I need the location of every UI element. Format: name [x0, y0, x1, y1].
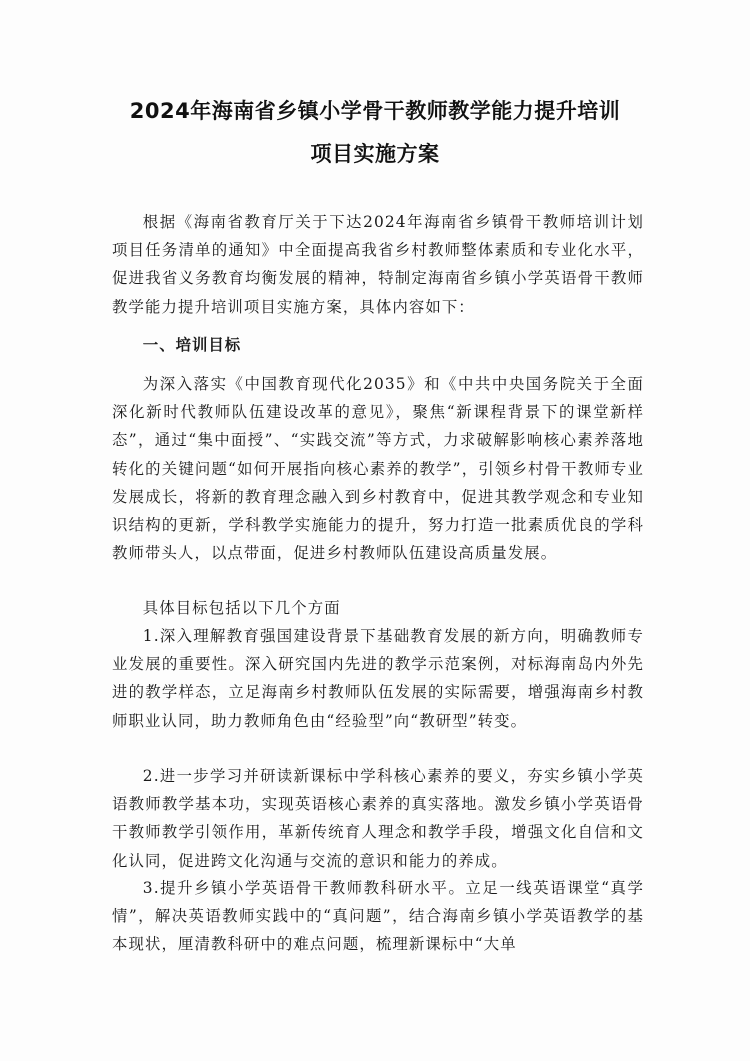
- document-title-line-1: 2024年海南省乡镇小学骨干教师教学能力提升培训: [129, 99, 621, 123]
- goal-item-3: 3.提升乡镇小学英语骨干教师教科研水平。立足一线英语课堂“真学情”，解决英语教师实践中的“真问题”，结合海南乡镇小学英语教学的基本现状，厘清教科研中的难点问题，梳理新课标中“大单: [112, 879, 644, 954]
- document-title-line-2: 项目实施方案: [310, 142, 440, 166]
- goal-item-2: 2.进一步学习并研读新课标中学科核心素养的要义，夯实乡镇小学英语教师教学基本功，实现英语核心素养的真实落地。激发乡镇小学英语骨干教师教学引领作用，革新传统育人理念和教学手段，增强文化自信和文化认同，促进跨文化沟通与交流的意识和能力的养成。: [112, 767, 644, 870]
- section1-paragraph: 为深入落实《中国教育现代化2035》和《中共中央国务院关于全面深化新时代教师队伍建设改革的意见》，聚焦“新课程背景下的课堂新样态”，通过“集中面授”、“实践交流”等方式，力求破解影响核心素养落地转化的关键问题“如何开展指向核心素养的教学”，引领乡村骨干教师专业发展成长，将新的教育理念融入到乡村教育中，促进其教学观念和专业知识结构的更新，学科教学实施能力的提升，努力打造一批素质优良的学科教师带头人，以点带面，促进乡村教师队伍建设高质量发展。: [112, 375, 644, 563]
- goal-item-1: 1.深入理解教育强国建设背景下基础教育发展的新方向，明确教师专业发展的重要性。深入研究国内先进的教学示范案例，对标海南岛内外先进的教学样态，立足海南乡村教师队伍发展的实际需要，增强海南乡村教师职业认同，助力教师角色由“经验型”向“教研型”转变。: [112, 627, 644, 730]
- intro-paragraph: 根据《海南省教育厅关于下达2024年海南省乡镇骨干教师培训计划项目任务清单的通知》中全面提高我省乡村教师整体素质和专业化水平，促进我省义务教育均衡发展的精神，特制定海南省乡镇小学英语骨干教师教学能力提升培训项目实施方案，具体内容如下：: [112, 213, 644, 316]
- goals-intro-line: 具体目标包括以下几个方面: [142, 599, 341, 617]
- section-heading-training-goals: 一、培训目标: [142, 336, 242, 354]
